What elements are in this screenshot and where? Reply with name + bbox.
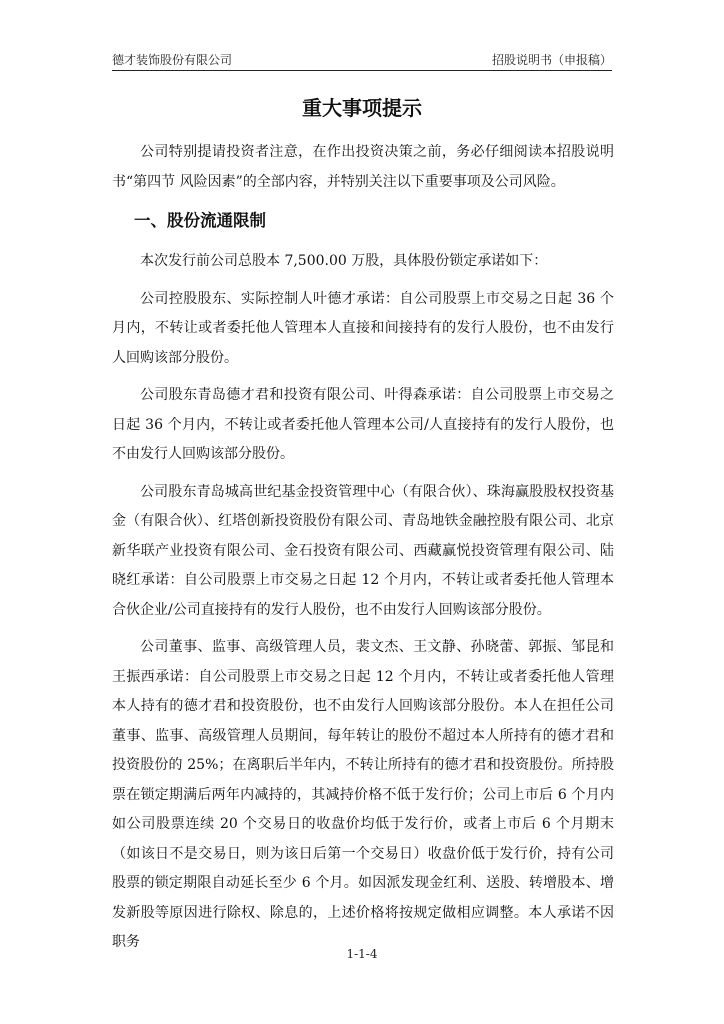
document-body	[112, 138, 614, 966]
body-paragraph: 本次发行前公司总股本 7,500.00 万股，具体股份锁定承诺如下：	[140, 253, 548, 269]
header-company-name: 德才装饰股份有限公司	[112, 53, 233, 67]
page-number: 1-1-4	[346, 947, 378, 961]
body-paragraph: 公司股东青岛城高世纪基金投资管理中心（有限合伙）、珠海赢股股权投资基金（有限合伙）、红塔创新投资股份有限公司、青岛地铁金融控股有限公司、北京新华联产业投资有限公司、金石投资有限公司、西藏赢悦投资管理有限公司、陆晓红承诺：自公司股票上市交易之日起 12 个月内，不转让或者委托他人管理本合伙企业/公司直接持有的发行人股份，也不由发行人回购该部分股份。	[112, 483, 614, 618]
page-header	[112, 48, 612, 71]
page-title: 重大事项提示	[302, 96, 422, 120]
body-paragraph: 公司控股股东、实际控制人叶德才承诺：自公司股票上市交易之日起 36 个月内，不转让或者委托他人管理本人直接和间接持有的发行人股份，也不由发行人回购该部分股份。	[112, 290, 614, 366]
section-heading: 一、股份流通限制	[134, 211, 266, 230]
body-paragraph: 公司董事、监事、高级管理人员，裴文杰、王文静、孙晓蕾、郭振、邹昆和王振西承诺：自公司股票上市交易之日起 12 个月内，不转让或者委托他人管理本人持有的德才君和投资股份，也不由发行人回购该部分股份。本人在担任公司董事、监事、高级管理人员期间，每年转让的股份不超过本人所持有的德才君和投资股份的 25%；在离职后半年内，不转让所持有的德才君和投资股份。所持股票在锁定期满后两年内减持的，其减持价格不低于发行价；公司上市后 6 个月内如公司股票连续 20 个交易日的收盘价均低于发行价，或者上市后 6 个月期末（如该日不是交易日，则为该日后第一个交易日）收盘价低于发行价，持有公司股票的锁定期限自动延长至少 6 个月。如因派发现金红利、送股、转增股本、增发新股等原因进行除权、除息的，上述价格将按规定做相应调整。本人承诺不因职务	[112, 639, 614, 950]
header-document-type: 招股说明书（申报稿）	[491, 53, 612, 67]
intro-paragraph: 公司特别提请投资者注意，在作出投资决策之前，务必仔细阅读本招股说明书“第四节 风险因素”的全部内容，并特别关注以下重要事项及公司风险。	[112, 144, 614, 190]
body-paragraph: 公司股东青岛德才君和投资有限公司、叶得森承诺：自公司股票上市交易之日起 36 个月内，不转让或者委托他人管理本公司/人直接持有的发行人股份，也不由发行人回购该部分股份。	[112, 387, 614, 462]
